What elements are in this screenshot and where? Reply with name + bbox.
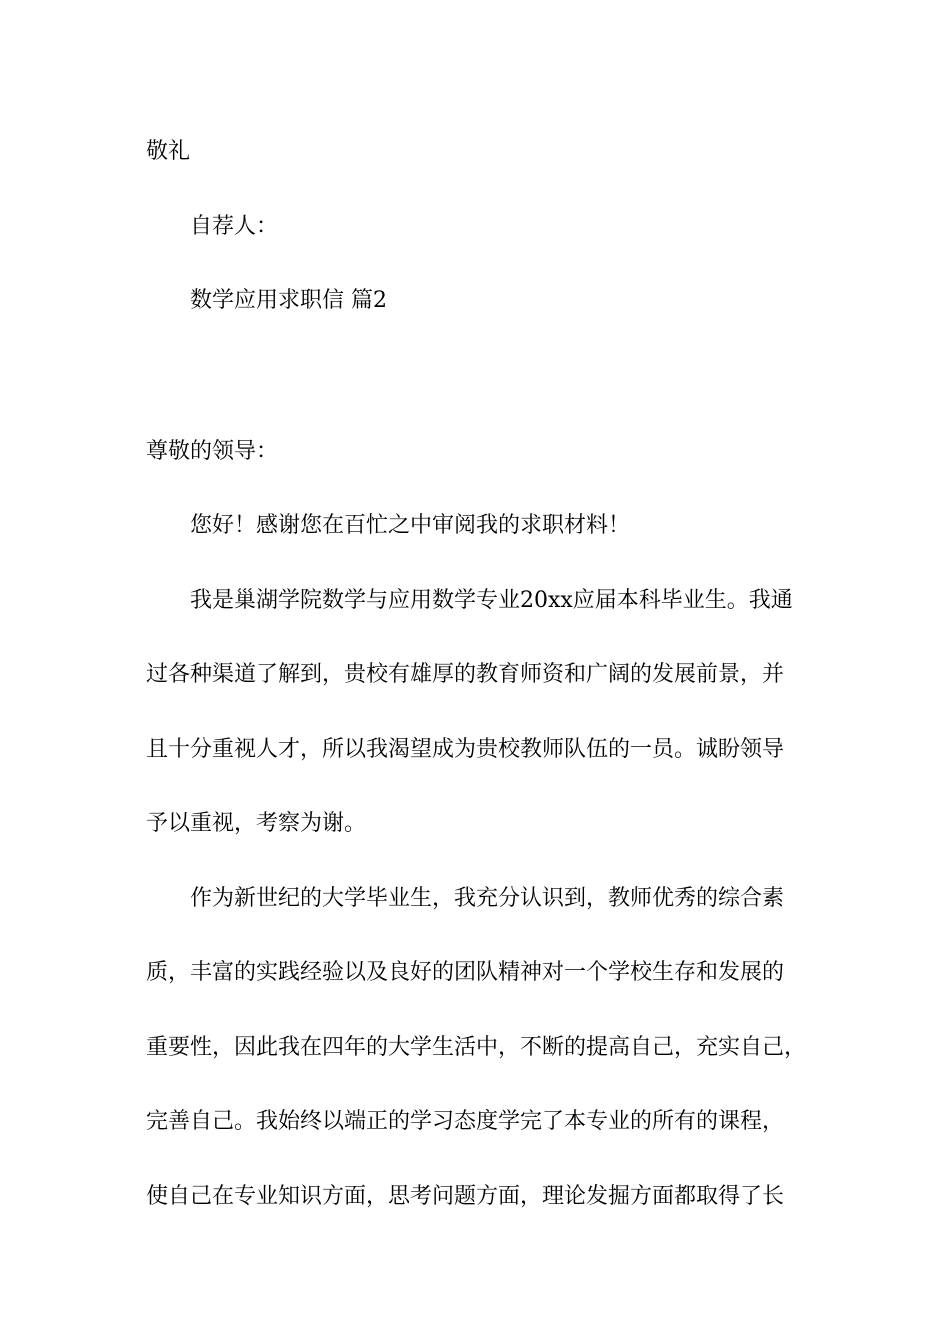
body-line: 我是巢湖学院数学与应用数学专业20xx应届本科毕业生。我通 <box>190 588 793 613</box>
body-line: 且十分重视人才，所以我渴望成为贵校教师队伍的一员。诚盼领导 <box>146 737 785 762</box>
body-line: 完善自己。我始终以端正的学习态度学完了本专业的所有的课程， <box>146 1109 785 1134</box>
body-line: 使自己在专业知识方面，思考问题方面，理论发掘方面都取得了长 <box>146 1184 785 1209</box>
salutation: 尊敬的领导： <box>146 439 279 464</box>
body-line: 作为新世纪的大学毕业生，我充分认识到，教师优秀的综合素 <box>190 886 785 911</box>
body-line: 重要性，因此我在四年的大学生活中，不断的提高自己，充实自己， <box>146 1035 807 1060</box>
body-line: 您好！感谢您在百忙之中审阅我的求职材料！ <box>190 513 631 538</box>
body-line: 过各种渠道了解到，贵校有雄厚的教育师资和广阔的发展前景，并 <box>146 662 785 687</box>
closing-salute: 敬礼 <box>146 139 191 164</box>
signer-label: 自荐人： <box>190 214 279 239</box>
section-heading: 数学应用求职信 篇2 <box>190 288 387 313</box>
body-line: 予以重视，考察为谢。 <box>146 811 367 836</box>
body-line: 质，丰富的实践经验以及良好的团队精神对一个学校生存和发展的 <box>146 960 785 985</box>
